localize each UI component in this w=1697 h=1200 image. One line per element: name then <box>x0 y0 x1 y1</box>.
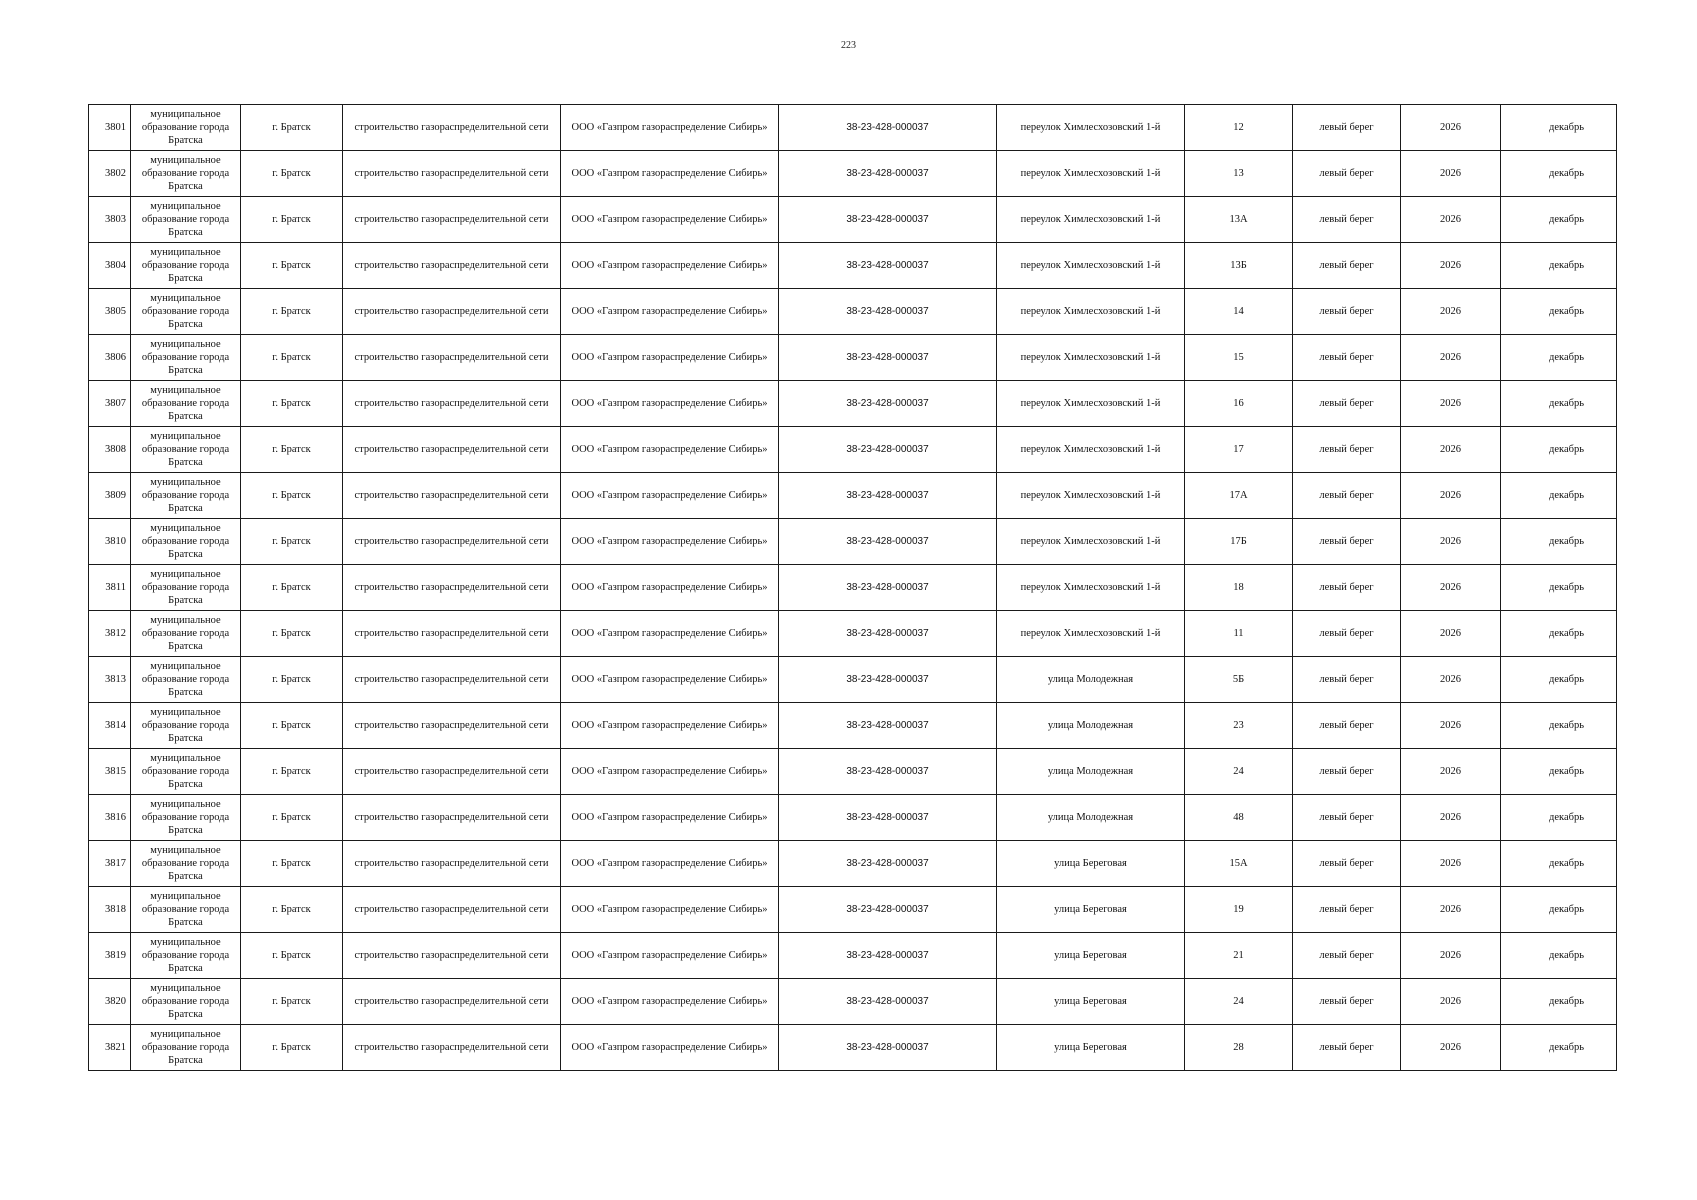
row-number: 3809 <box>89 473 131 519</box>
house-number-cell: 24 <box>1185 749 1293 795</box>
month-cell: декабрь <box>1501 933 1617 979</box>
month-cell: декабрь <box>1501 473 1617 519</box>
house-number-cell: 13А <box>1185 197 1293 243</box>
row-number: 3816 <box>89 795 131 841</box>
city-cell: г. Братск <box>241 749 343 795</box>
network-code-cell: 38-23-428-000037 <box>779 427 997 473</box>
street-cell: переулок Химлесхозовский 1-й <box>997 519 1185 565</box>
row-number: 3818 <box>89 887 131 933</box>
operator-cell: ООО «Газпром газораспределение Сибирь» <box>561 151 779 197</box>
river-bank-cell: левый берег <box>1293 243 1401 289</box>
street-cell: улица Молодежная <box>997 749 1185 795</box>
river-bank-cell: левый берег <box>1293 519 1401 565</box>
city-cell: г. Братск <box>241 611 343 657</box>
work-type-cell: строительство газораспределительной сети <box>343 749 561 795</box>
operator-cell: ООО «Газпром газораспределение Сибирь» <box>561 887 779 933</box>
customer-cell: муниципальное образование города Братска <box>131 197 241 243</box>
house-number-cell: 18 <box>1185 565 1293 611</box>
house-number-cell: 15 <box>1185 335 1293 381</box>
network-code-cell: 38-23-428-000037 <box>779 473 997 519</box>
operator-cell: ООО «Газпром газораспределение Сибирь» <box>561 795 779 841</box>
street-cell: улица Молодежная <box>997 657 1185 703</box>
network-code-cell: 38-23-428-000037 <box>779 795 997 841</box>
city-cell: г. Братск <box>241 197 343 243</box>
network-code-cell: 38-23-428-000037 <box>779 197 997 243</box>
network-code-cell: 38-23-428-000037 <box>779 381 997 427</box>
river-bank-cell: левый берег <box>1293 887 1401 933</box>
month-cell: декабрь <box>1501 887 1617 933</box>
year-cell: 2026 <box>1401 289 1501 335</box>
network-code-cell: 38-23-428-000037 <box>779 887 997 933</box>
year-cell: 2026 <box>1401 427 1501 473</box>
city-cell: г. Братск <box>241 703 343 749</box>
operator-cell: ООО «Газпром газораспределение Сибирь» <box>561 1025 779 1071</box>
network-code-cell: 38-23-428-000037 <box>779 1025 997 1071</box>
row-number: 3815 <box>89 749 131 795</box>
city-cell: г. Братск <box>241 841 343 887</box>
customer-cell: муниципальное образование города Братска <box>131 151 241 197</box>
year-cell: 2026 <box>1401 197 1501 243</box>
row-number: 3820 <box>89 979 131 1025</box>
operator-cell: ООО «Газпром газораспределение Сибирь» <box>561 381 779 427</box>
city-cell: г. Братск <box>241 473 343 519</box>
street-cell: переулок Химлесхозовский 1-й <box>997 473 1185 519</box>
customer-cell: муниципальное образование города Братска <box>131 427 241 473</box>
work-type-cell: строительство газораспределительной сети <box>343 1025 561 1071</box>
year-cell: 2026 <box>1401 703 1501 749</box>
street-cell: переулок Химлесхозовский 1-й <box>997 243 1185 289</box>
work-type-cell: строительство газораспределительной сети <box>343 381 561 427</box>
row-number: 3807 <box>89 381 131 427</box>
customer-cell: муниципальное образование города Братска <box>131 335 241 381</box>
table-row <box>89 749 1617 795</box>
house-number-cell: 24 <box>1185 979 1293 1025</box>
network-code-cell: 38-23-428-000037 <box>779 105 997 151</box>
customer-cell: муниципальное образование города Братска <box>131 519 241 565</box>
house-number-cell: 14 <box>1185 289 1293 335</box>
house-number-cell: 11 <box>1185 611 1293 657</box>
river-bank-cell: левый берег <box>1293 381 1401 427</box>
row-number: 3806 <box>89 335 131 381</box>
river-bank-cell: левый берег <box>1293 795 1401 841</box>
network-code-cell: 38-23-428-000037 <box>779 933 997 979</box>
river-bank-cell: левый берег <box>1293 611 1401 657</box>
month-cell: декабрь <box>1501 381 1617 427</box>
operator-cell: ООО «Газпром газораспределение Сибирь» <box>561 243 779 289</box>
network-code-cell: 38-23-428-000037 <box>779 703 997 749</box>
year-cell: 2026 <box>1401 749 1501 795</box>
customer-cell: муниципальное образование города Братска <box>131 749 241 795</box>
year-cell: 2026 <box>1401 151 1501 197</box>
house-number-cell: 48 <box>1185 795 1293 841</box>
work-type-cell: строительство газораспределительной сети <box>343 933 561 979</box>
row-number: 3810 <box>89 519 131 565</box>
table-row <box>89 703 1617 749</box>
river-bank-cell: левый берег <box>1293 841 1401 887</box>
operator-cell: ООО «Газпром газораспределение Сибирь» <box>561 841 779 887</box>
operator-cell: ООО «Газпром газораспределение Сибирь» <box>561 611 779 657</box>
month-cell: декабрь <box>1501 565 1617 611</box>
river-bank-cell: левый берег <box>1293 749 1401 795</box>
operator-cell: ООО «Газпром газораспределение Сибирь» <box>561 657 779 703</box>
river-bank-cell: левый берег <box>1293 979 1401 1025</box>
river-bank-cell: левый берег <box>1293 335 1401 381</box>
street-cell: переулок Химлесхозовский 1-й <box>997 151 1185 197</box>
customer-cell: муниципальное образование города Братска <box>131 289 241 335</box>
street-cell: улица Береговая <box>997 933 1185 979</box>
house-number-cell: 13 <box>1185 151 1293 197</box>
page-number: 223 <box>841 40 856 51</box>
customer-cell: муниципальное образование города Братска <box>131 795 241 841</box>
year-cell: 2026 <box>1401 611 1501 657</box>
table-row <box>89 565 1617 611</box>
city-cell: г. Братск <box>241 933 343 979</box>
table-row <box>89 335 1617 381</box>
month-cell: декабрь <box>1501 519 1617 565</box>
row-number: 3819 <box>89 933 131 979</box>
year-cell: 2026 <box>1401 979 1501 1025</box>
city-cell: г. Братск <box>241 105 343 151</box>
work-type-cell: строительство газораспределительной сети <box>343 887 561 933</box>
table-row <box>89 289 1617 335</box>
house-number-cell: 17 <box>1185 427 1293 473</box>
year-cell: 2026 <box>1401 657 1501 703</box>
work-type-cell: строительство газораспределительной сети <box>343 657 561 703</box>
network-code-cell: 38-23-428-000037 <box>779 611 997 657</box>
network-code-cell: 38-23-428-000037 <box>779 749 997 795</box>
table-row <box>89 197 1617 243</box>
house-number-cell: 19 <box>1185 887 1293 933</box>
month-cell: декабрь <box>1501 611 1617 657</box>
street-cell: улица Береговая <box>997 979 1185 1025</box>
network-code-cell: 38-23-428-000037 <box>779 841 997 887</box>
operator-cell: ООО «Газпром газораспределение Сибирь» <box>561 427 779 473</box>
city-cell: г. Братск <box>241 335 343 381</box>
house-number-cell: 21 <box>1185 933 1293 979</box>
customer-cell: муниципальное образование города Братска <box>131 1025 241 1071</box>
river-bank-cell: левый берег <box>1293 151 1401 197</box>
table-row <box>89 887 1617 933</box>
operator-cell: ООО «Газпром газораспределение Сибирь» <box>561 473 779 519</box>
table-body <box>89 105 1617 1071</box>
river-bank-cell: левый берег <box>1293 197 1401 243</box>
street-cell: улица Береговая <box>997 887 1185 933</box>
operator-cell: ООО «Газпром газораспределение Сибирь» <box>561 105 779 151</box>
row-number: 3801 <box>89 105 131 151</box>
river-bank-cell: левый берег <box>1293 289 1401 335</box>
month-cell: декабрь <box>1501 749 1617 795</box>
operator-cell: ООО «Газпром газораспределение Сибирь» <box>561 933 779 979</box>
river-bank-cell: левый берег <box>1293 1025 1401 1071</box>
table-row <box>89 979 1617 1025</box>
city-cell: г. Братск <box>241 795 343 841</box>
river-bank-cell: левый берег <box>1293 105 1401 151</box>
table-row <box>89 151 1617 197</box>
customer-cell: муниципальное образование города Братска <box>131 933 241 979</box>
street-cell: улица Молодежная <box>997 795 1185 841</box>
street-cell: переулок Химлесхозовский 1-й <box>997 427 1185 473</box>
operator-cell: ООО «Газпром газораспределение Сибирь» <box>561 565 779 611</box>
city-cell: г. Братск <box>241 427 343 473</box>
street-cell: улица Береговая <box>997 841 1185 887</box>
street-cell: переулок Химлесхозовский 1-й <box>997 381 1185 427</box>
row-number: 3817 <box>89 841 131 887</box>
year-cell: 2026 <box>1401 105 1501 151</box>
network-code-cell: 38-23-428-000037 <box>779 151 997 197</box>
work-type-cell: строительство газораспределительной сети <box>343 197 561 243</box>
house-number-cell: 17Б <box>1185 519 1293 565</box>
month-cell: декабрь <box>1501 197 1617 243</box>
street-cell: переулок Химлесхозовский 1-й <box>997 565 1185 611</box>
row-number: 3812 <box>89 611 131 657</box>
customer-cell: муниципальное образование города Братска <box>131 611 241 657</box>
operator-cell: ООО «Газпром газораспределение Сибирь» <box>561 703 779 749</box>
customer-cell: муниципальное образование города Братска <box>131 657 241 703</box>
river-bank-cell: левый берег <box>1293 703 1401 749</box>
year-cell: 2026 <box>1401 381 1501 427</box>
row-number: 3805 <box>89 289 131 335</box>
month-cell: декабрь <box>1501 105 1617 151</box>
month-cell: декабрь <box>1501 795 1617 841</box>
gas-network-register-table <box>88 104 1617 1071</box>
river-bank-cell: левый берег <box>1293 565 1401 611</box>
work-type-cell: строительство газораспределительной сети <box>343 841 561 887</box>
house-number-cell: 16 <box>1185 381 1293 427</box>
row-number: 3802 <box>89 151 131 197</box>
table-row <box>89 105 1617 151</box>
network-code-cell: 38-23-428-000037 <box>779 289 997 335</box>
house-number-cell: 12 <box>1185 105 1293 151</box>
work-type-cell: строительство газораспределительной сети <box>343 289 561 335</box>
row-number: 3804 <box>89 243 131 289</box>
year-cell: 2026 <box>1401 841 1501 887</box>
year-cell: 2026 <box>1401 473 1501 519</box>
row-number: 3808 <box>89 427 131 473</box>
year-cell: 2026 <box>1401 887 1501 933</box>
city-cell: г. Братск <box>241 887 343 933</box>
work-type-cell: строительство газораспределительной сети <box>343 473 561 519</box>
work-type-cell: строительство газораспределительной сети <box>343 335 561 381</box>
month-cell: декабрь <box>1501 841 1617 887</box>
table-row <box>89 427 1617 473</box>
city-cell: г. Братск <box>241 289 343 335</box>
table-row <box>89 519 1617 565</box>
table-row <box>89 933 1617 979</box>
operator-cell: ООО «Газпром газораспределение Сибирь» <box>561 749 779 795</box>
year-cell: 2026 <box>1401 565 1501 611</box>
work-type-cell: строительство газораспределительной сети <box>343 611 561 657</box>
table-row <box>89 381 1617 427</box>
house-number-cell: 13Б <box>1185 243 1293 289</box>
city-cell: г. Братск <box>241 151 343 197</box>
operator-cell: ООО «Газпром газораспределение Сибирь» <box>561 979 779 1025</box>
river-bank-cell: левый берег <box>1293 473 1401 519</box>
street-cell: переулок Химлесхозовский 1-й <box>997 105 1185 151</box>
city-cell: г. Братск <box>241 657 343 703</box>
month-cell: декабрь <box>1501 657 1617 703</box>
month-cell: декабрь <box>1501 703 1617 749</box>
table-row <box>89 795 1617 841</box>
city-cell: г. Братск <box>241 1025 343 1071</box>
house-number-cell: 5Б <box>1185 657 1293 703</box>
row-number: 3821 <box>89 1025 131 1071</box>
house-number-cell: 17А <box>1185 473 1293 519</box>
network-code-cell: 38-23-428-000037 <box>779 657 997 703</box>
river-bank-cell: левый берег <box>1293 427 1401 473</box>
table-row <box>89 611 1617 657</box>
customer-cell: муниципальное образование города Братска <box>131 473 241 519</box>
table-row <box>89 1025 1617 1071</box>
year-cell: 2026 <box>1401 519 1501 565</box>
operator-cell: ООО «Газпром газораспределение Сибирь» <box>561 519 779 565</box>
work-type-cell: строительство газораспределительной сети <box>343 565 561 611</box>
month-cell: декабрь <box>1501 289 1617 335</box>
year-cell: 2026 <box>1401 243 1501 289</box>
year-cell: 2026 <box>1401 933 1501 979</box>
work-type-cell: строительство газораспределительной сети <box>343 427 561 473</box>
table-row <box>89 657 1617 703</box>
street-cell: улица Береговая <box>997 1025 1185 1071</box>
customer-cell: муниципальное образование города Братска <box>131 565 241 611</box>
month-cell: декабрь <box>1501 979 1617 1025</box>
operator-cell: ООО «Газпром газораспределение Сибирь» <box>561 197 779 243</box>
city-cell: г. Братск <box>241 565 343 611</box>
work-type-cell: строительство газораспределительной сети <box>343 795 561 841</box>
house-number-cell: 23 <box>1185 703 1293 749</box>
network-code-cell: 38-23-428-000037 <box>779 565 997 611</box>
year-cell: 2026 <box>1401 335 1501 381</box>
operator-cell: ООО «Газпром газораспределение Сибирь» <box>561 289 779 335</box>
city-cell: г. Братск <box>241 381 343 427</box>
customer-cell: муниципальное образование города Братска <box>131 703 241 749</box>
customer-cell: муниципальное образование города Братска <box>131 381 241 427</box>
street-cell: переулок Химлесхозовский 1-й <box>997 197 1185 243</box>
table-row <box>89 243 1617 289</box>
network-code-cell: 38-23-428-000037 <box>779 335 997 381</box>
network-code-cell: 38-23-428-000037 <box>779 519 997 565</box>
month-cell: декабрь <box>1501 151 1617 197</box>
river-bank-cell: левый берег <box>1293 933 1401 979</box>
city-cell: г. Братск <box>241 519 343 565</box>
month-cell: декабрь <box>1501 335 1617 381</box>
row-number: 3803 <box>89 197 131 243</box>
month-cell: декабрь <box>1501 427 1617 473</box>
table-row <box>89 841 1617 887</box>
work-type-cell: строительство газораспределительной сети <box>343 519 561 565</box>
work-type-cell: строительство газораспределительной сети <box>343 105 561 151</box>
river-bank-cell: левый берег <box>1293 657 1401 703</box>
street-cell: переулок Химлесхозовский 1-й <box>997 289 1185 335</box>
customer-cell: муниципальное образование города Братска <box>131 243 241 289</box>
month-cell: декабрь <box>1501 243 1617 289</box>
row-number: 3813 <box>89 657 131 703</box>
customer-cell: муниципальное образование города Братска <box>131 979 241 1025</box>
work-type-cell: строительство газораспределительной сети <box>343 979 561 1025</box>
work-type-cell: строительство газораспределительной сети <box>343 243 561 289</box>
city-cell: г. Братск <box>241 979 343 1025</box>
house-number-cell: 28 <box>1185 1025 1293 1071</box>
city-cell: г. Братск <box>241 243 343 289</box>
month-cell: декабрь <box>1501 1025 1617 1071</box>
street-cell: улица Молодежная <box>997 703 1185 749</box>
street-cell: переулок Химлесхозовский 1-й <box>997 335 1185 381</box>
customer-cell: муниципальное образование города Братска <box>131 841 241 887</box>
year-cell: 2026 <box>1401 795 1501 841</box>
year-cell: 2026 <box>1401 1025 1501 1071</box>
customer-cell: муниципальное образование города Братска <box>131 105 241 151</box>
work-type-cell: строительство газораспределительной сети <box>343 703 561 749</box>
operator-cell: ООО «Газпром газораспределение Сибирь» <box>561 335 779 381</box>
work-type-cell: строительство газораспределительной сети <box>343 151 561 197</box>
customer-cell: муниципальное образование города Братска <box>131 887 241 933</box>
network-code-cell: 38-23-428-000037 <box>779 979 997 1025</box>
street-cell: переулок Химлесхозовский 1-й <box>997 611 1185 657</box>
network-code-cell: 38-23-428-000037 <box>779 243 997 289</box>
house-number-cell: 15А <box>1185 841 1293 887</box>
table-row <box>89 473 1617 519</box>
row-number: 3814 <box>89 703 131 749</box>
row-number: 3811 <box>89 565 131 611</box>
